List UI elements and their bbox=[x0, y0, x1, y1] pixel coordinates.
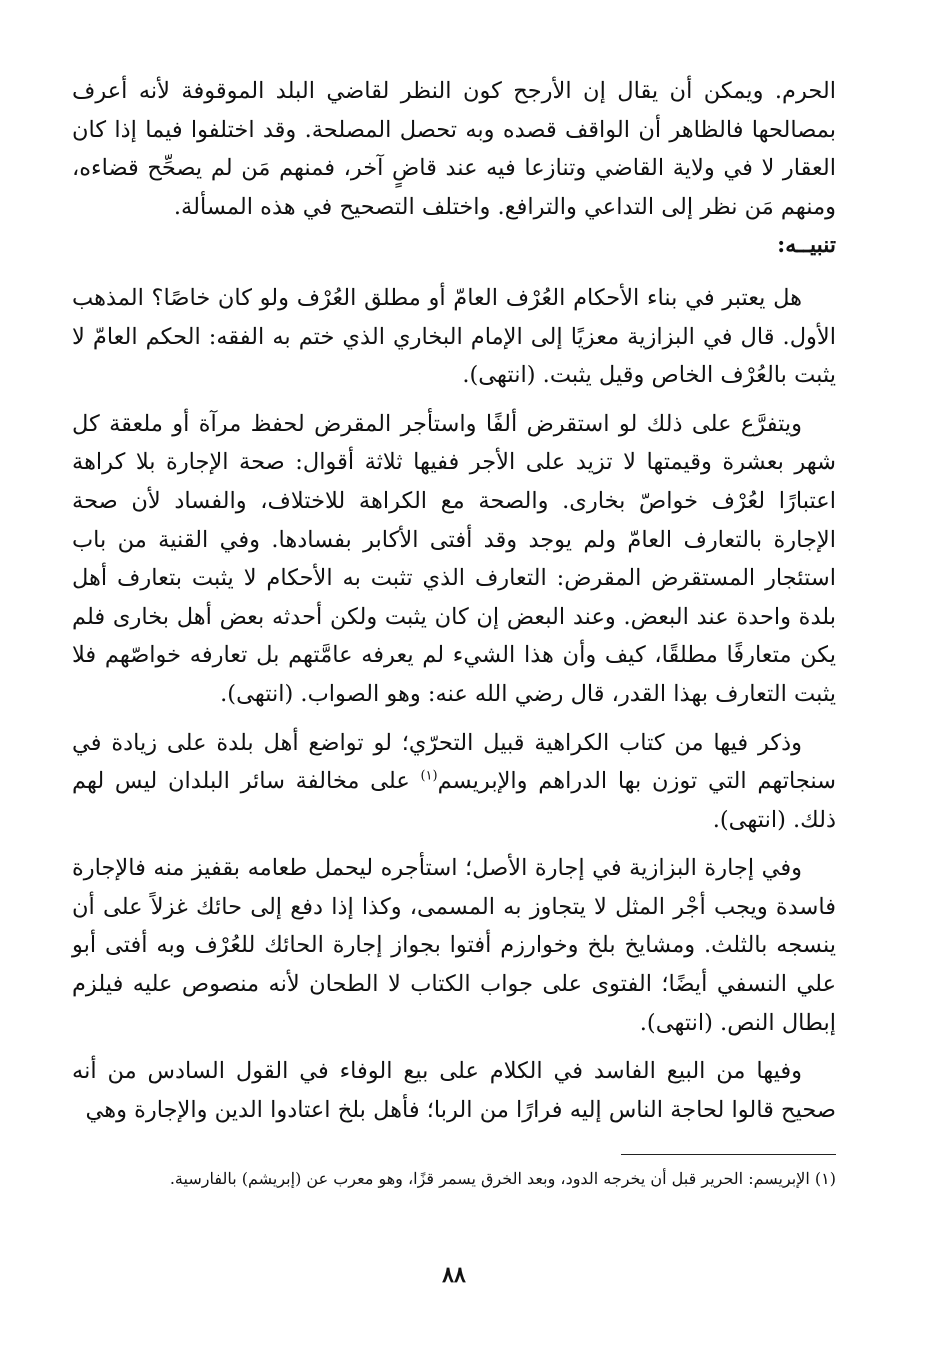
main-text bbox=[72, 72, 836, 1129]
paragraph-4-text-end: على مخالفة سائر البلدان ليس لهم ذلك. (انتهى). bbox=[72, 768, 836, 833]
paragraph-6: وفيها من البيع الفاسد في الكلام على بيع الوفاء في القول السادس من أنه صحيح قالوا لحاجة الناس إليه فرارًا من الربا؛ فأهل بلخ اعتادوا الدين والإجارة وهي bbox=[72, 1058, 836, 1123]
footnote-divider bbox=[621, 1154, 836, 1155]
section-heading: تنبيــه: bbox=[777, 232, 836, 259]
footnote-reference: (١) bbox=[420, 768, 438, 784]
page-number: ٨٨ bbox=[442, 1262, 466, 1288]
book-page bbox=[72, 60, 836, 1350]
paragraph-4 bbox=[72, 724, 836, 840]
paragraph-5: وفي إجارة البزازية في إجارة الأصل؛ استأجره ليحمل طعامه بقفيز منه فالإجارة فاسدة ويجب أجْر المثل لا يتجاوز به المسمى، وكذا إذا دفع إلى حائك غزلاً على أن ينسجه بالثلث. ومشايخ بلخ وخوارزم أفتوا بجواز إجارة الحائك للعُرْف وبه أفتى أبو علي النسفي أيضًا؛ الفتوى على جواب الكتاب لا الطحان لأنه منصوص عليه فيلزم إبطال النص. (انتهى). bbox=[72, 855, 836, 1036]
paragraph-3: ويتفرَّع على ذلك لو استقرض ألفًا واستأجر المقرض لحفظ مرآة أو ملعقة كل شهر بعشرة وقيمتها لا تزيد على الأجر ففيها ثلاثة أقوال: صحة الإجارة بلا كراهة اعتبارًا لعُرْف خواصّ بخارى. والصحة مع الكراهة للاختلاف، والفساد لأن صحة الإجارة بالتعارف العامّ ولم يوجد وقد أفتى الأكابر بفسادها. وفي القنية من باب استئجار المستقرض المقرض: التعارف الذي تثبت به الأحكام لا يثبت بتعارف أهل بلدة واحدة عند البعض. وعند البعض إن كان يثبت ولكن أحدثه بعض أهل بخارى فلم يكن متعارفًا مطلقًا، كيف وأن هذا الشيء لم يعرفه عامَّتهم بل تعارفه خواصّهم فلا يثبت التعارف بهذا القدر، قال رضي الله عنه: وهو الصواب. (انتهى). bbox=[72, 410, 836, 707]
paragraph-4-text-start: وذكر فيها من كتاب الكراهية قبيل التحرّي؛ لو تواضع أهل بلدة على زيادة في سنجاتهم التي توزن بها الدراهم والإبريسم bbox=[72, 729, 836, 795]
paragraph-1: الحرم. ويمكن أن يقال إن الأرجح كون النظر لقاضي البلد الموقوفة لأنه أعرف بمصالحها فالظاهر أن الواقف قصده وبه تحصل المصلحة. وقد اختلفوا فيما إذا كان العقار لا في ولاية القاضي وتنازعا فيه عند قاضٍ آخر، فمنهم مَن لم يصحِّح قضاءه، ومنهم مَن نظر إلى التداعي والترافع. واختلف التصحيح في هذه المسألة. bbox=[72, 78, 836, 220]
paragraph-2: هل يعتبر في بناء الأحكام العُرْف العامّ أو مطلق العُرْف ولو كان خاصًا؟ المذهب الأول. قال في البزازية معزيًا إلى الإمام البخاري الذي ختم به الفقه: الحكم العامّ لا يثبت بالعُرْف الخاص وقيل يثبت. (انتهى). bbox=[72, 284, 836, 389]
footnote-1: (١) الإبريسم: الحرير قبل أن يخرجه الدود، وبعد الخرق يسمر قزًا، وهو معرب عن (إبريشم) بالفارسية. bbox=[169, 1169, 836, 1188]
